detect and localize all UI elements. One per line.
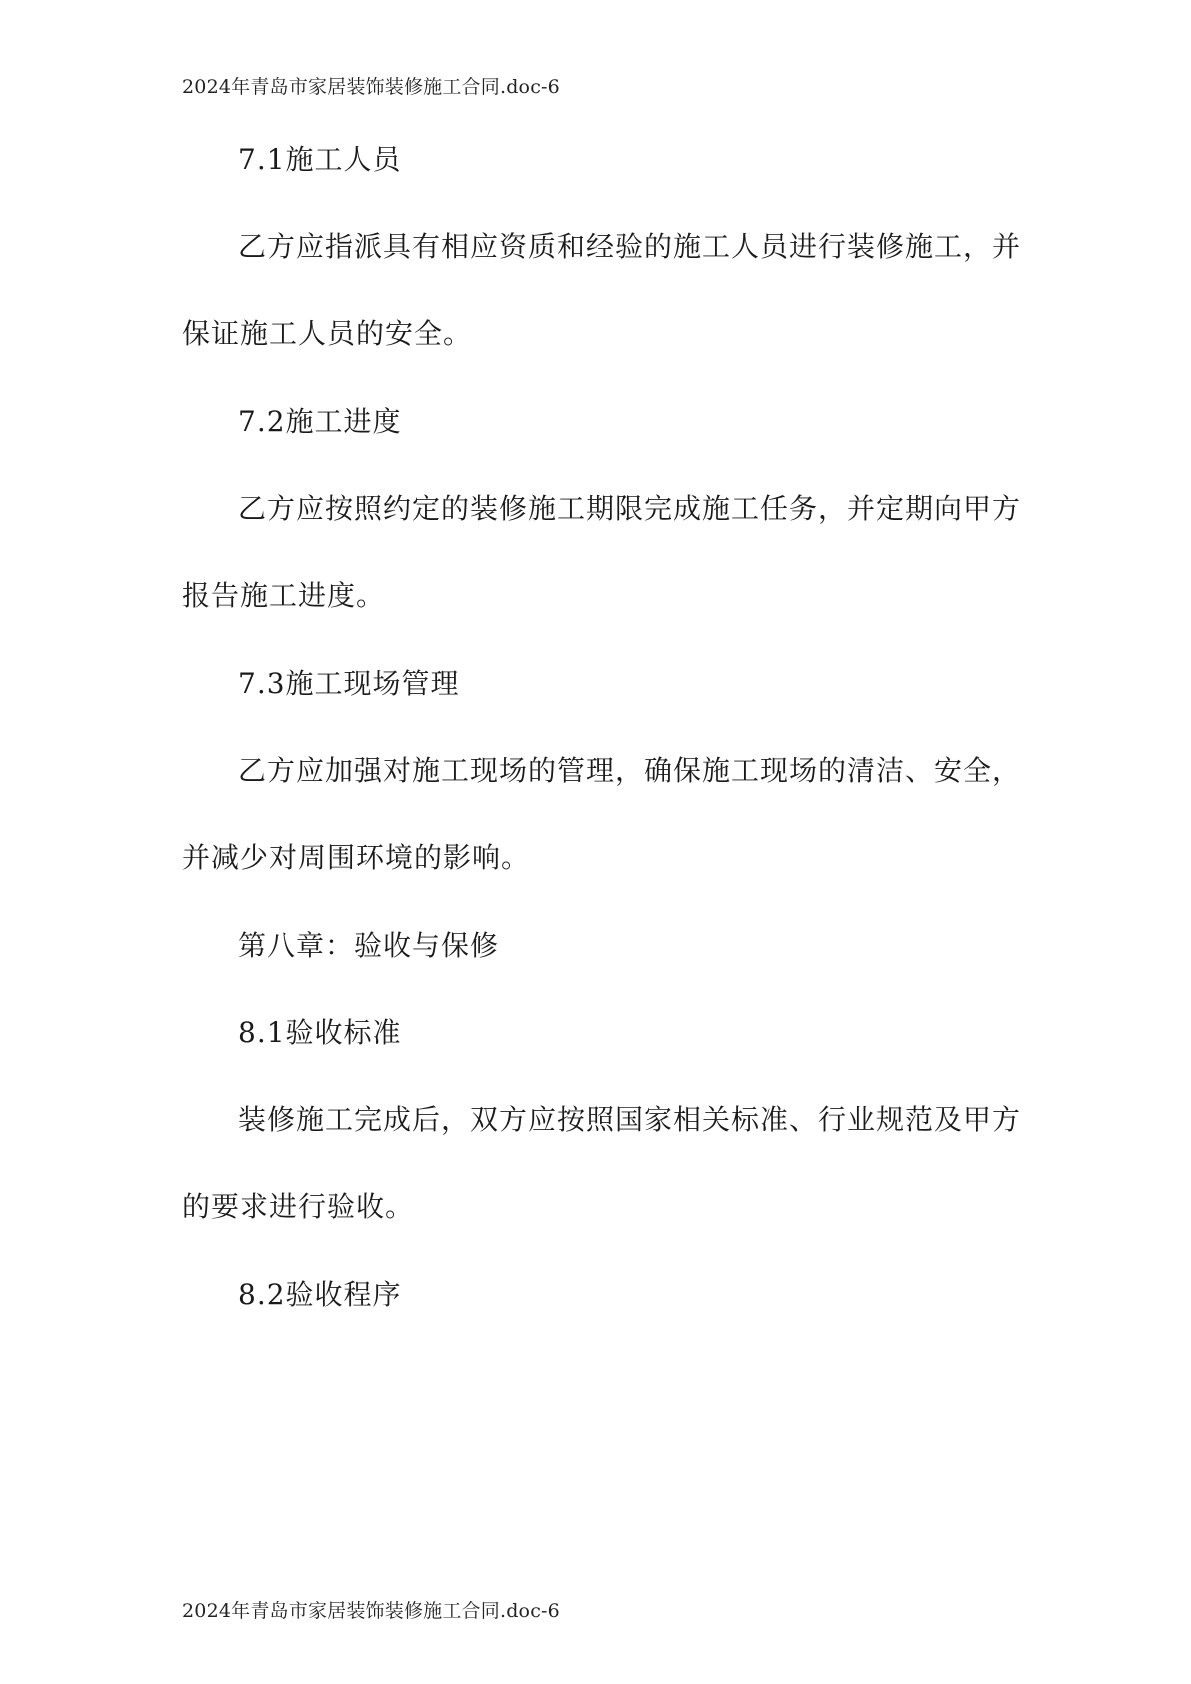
section-7-2-paragraph-line-1: 乙方应按照约定的装修施工期限完成施工任务，并定期向甲方 bbox=[238, 492, 1022, 525]
page-footer: 2024年青岛市家居装饰装修施工合同.doc-6 bbox=[182, 1600, 560, 1622]
section-7-2-heading: 7.2施工进度 bbox=[238, 405, 402, 438]
section-7-3-heading: 7.3施工现场管理 bbox=[238, 667, 460, 700]
section-7-1-heading: 7.1施工人员 bbox=[238, 143, 402, 176]
section-8-1-heading: 8.1验收标准 bbox=[238, 1016, 402, 1049]
section-7-1-paragraph-line-1: 乙方应指派具有相应资质和经验的施工人员进行装修施工，并 bbox=[238, 230, 1022, 263]
section-7-1-paragraph-line-2: 保证施工人员的安全。 bbox=[182, 317, 473, 350]
section-7-2-paragraph-line-2: 报告施工进度。 bbox=[182, 579, 386, 612]
section-7-3-paragraph-line-1: 乙方应加强对施工现场的管理，确保施工现场的清洁、安全， bbox=[238, 754, 1022, 787]
chapter-8-heading: 第八章：验收与保修 bbox=[238, 929, 500, 962]
section-8-2-heading: 8.2验收程序 bbox=[238, 1278, 402, 1311]
section-8-1-paragraph-line-2: 的要求进行验收。 bbox=[182, 1190, 415, 1223]
section-8-1-paragraph-line-1: 装修施工完成后，双方应按照国家相关标准、行业规范及甲方 bbox=[238, 1103, 1022, 1136]
section-7-3-paragraph-line-2: 并减少对周围环境的影响。 bbox=[182, 841, 531, 874]
page-header: 2024年青岛市家居装饰装修施工合同.doc-6 bbox=[182, 76, 560, 98]
